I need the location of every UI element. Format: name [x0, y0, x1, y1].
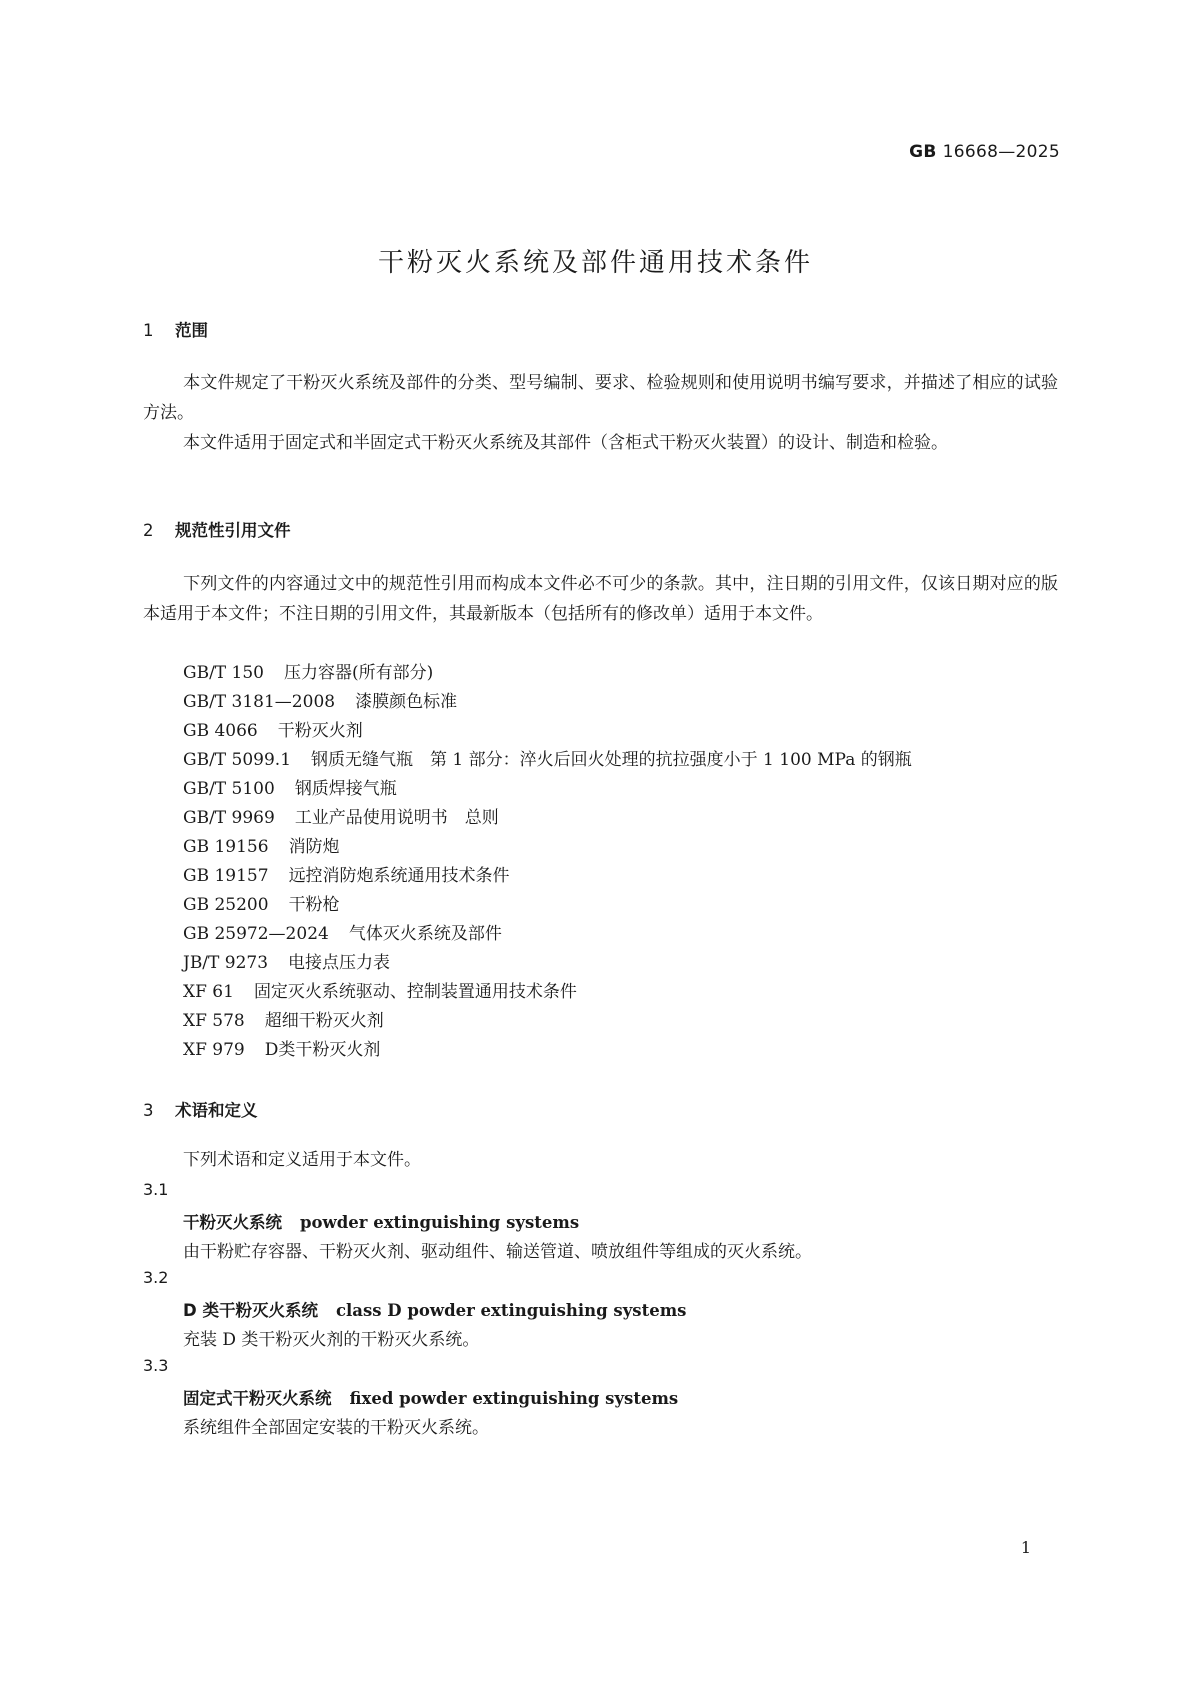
reference-item	[183, 687, 457, 717]
reference-item	[183, 861, 510, 891]
term-name	[183, 1209, 579, 1233]
reference-title: 消防炮	[288, 837, 340, 857]
reference-code: GB/T 3181—2008	[183, 692, 336, 712]
section-2-paragraph	[143, 569, 1058, 629]
term-name-en: fixed powder extinguishing systems	[349, 1389, 679, 1408]
reference-code: XF 979	[183, 1040, 245, 1060]
section-1-paragraph-2	[143, 428, 1058, 458]
reference-item	[183, 977, 577, 1007]
paragraph-text: 本文件规定了干粉灭火系统及部件的分类、型号编制、要求、检验规则和使用说明书编写要求，并描述了相应的试验方法。	[143, 373, 1058, 423]
reference-code: GB 4066	[183, 721, 258, 741]
reference-title: 钢质无缝气瓶 第 1 部分：淬火后回火处理的抗拉强度小于 1 100 MPa 的钢瓶	[311, 750, 912, 770]
term-number: 3.2	[143, 1268, 169, 1287]
term-name-en: powder extinguishing systems	[300, 1213, 580, 1232]
term-number: 3.1	[143, 1180, 169, 1199]
section-2-heading	[143, 517, 291, 541]
standard-prefix: GB	[909, 142, 937, 162]
reference-item	[183, 745, 912, 775]
reference-code: JB/T 9273	[183, 953, 269, 973]
reference-title: 工业产品使用说明书 总则	[294, 808, 499, 828]
section-title: 范围	[175, 321, 208, 340]
page-number: 1	[1020, 1538, 1031, 1557]
reference-code: GB/T 5100	[183, 779, 275, 799]
term-name-zh: D 类干粉灭火系统	[183, 1301, 318, 1320]
reference-item	[183, 716, 363, 746]
section-1-paragraph-1	[143, 368, 1058, 428]
section-number: 2	[143, 521, 154, 540]
section-3-intro: 下列术语和定义适用于本文件。	[183, 1150, 421, 1170]
term-number: 3.3	[143, 1356, 169, 1375]
reference-title: 干粉枪	[288, 895, 340, 915]
section-title: 术语和定义	[175, 1101, 258, 1120]
term-definition: 由干粉贮存容器、干粉灭火剂、驱动组件、输送管道、喷放组件等组成的灭火系统。	[183, 1242, 812, 1262]
section-1-heading	[143, 317, 208, 341]
section-3-heading	[143, 1097, 258, 1121]
section-title: 规范性引用文件	[175, 521, 291, 540]
reference-code: GB 19156	[183, 837, 269, 857]
reference-item	[183, 774, 397, 804]
reference-code: GB 19157	[183, 866, 269, 886]
reference-item	[183, 803, 499, 833]
term-definition: 充装 D 类干粉灭火剂的干粉灭火系统。	[183, 1330, 480, 1350]
reference-title: 压力容器(所有部分)	[284, 663, 434, 683]
reference-code: XF 61	[183, 982, 234, 1002]
reference-title: 电接点压力表	[288, 953, 391, 973]
reference-code: GB/T 150	[183, 663, 264, 683]
reference-item	[183, 658, 433, 688]
reference-code: XF 578	[183, 1011, 245, 1031]
reference-item	[183, 832, 340, 862]
section-number: 3	[143, 1101, 154, 1120]
reference-code: GB 25200	[183, 895, 269, 915]
reference-item	[183, 919, 502, 949]
reference-item	[183, 948, 390, 978]
term-name-zh: 固定式干粉灭火系统	[183, 1389, 332, 1408]
paragraph-text: 本文件适用于固定式和半固定式干粉灭火系统及其部件（含柜式干粉灭火装置）的设计、制造和检验。	[183, 433, 948, 453]
term-definition: 系统组件全部固定安装的干粉灭火系统。	[183, 1418, 489, 1438]
reference-title: 漆膜颜色标准	[355, 692, 458, 712]
reference-code: GB/T 9969	[183, 808, 275, 828]
reference-title: 超细干粉灭火剂	[264, 1011, 384, 1031]
term-name-en: class D powder extinguishing systems	[335, 1301, 687, 1320]
reference-code: GB/T 5099.1	[183, 750, 292, 770]
paragraph-text: 下列文件的内容通过文中的规范性引用而构成本文件必不可少的条款。其中，注日期的引用文件，仅该日期对应的版本适用于本文件；不注日期的引用文件，其最新版本（包括所有的修改单）适用于本文件。	[143, 574, 1058, 624]
reference-title: 固定灭火系统驱动、控制装置通用技术条件	[253, 982, 577, 1002]
term-name	[183, 1297, 686, 1321]
document-title: 干粉灭火系统及部件通用技术条件	[377, 248, 813, 278]
reference-title: 气体灭火系统及部件	[348, 924, 502, 944]
reference-title: D类干粉灭火剂	[264, 1040, 381, 1060]
reference-item	[183, 890, 340, 920]
term-name-zh: 干粉灭火系统	[183, 1213, 282, 1232]
term-name	[183, 1385, 678, 1409]
reference-title: 干粉灭火剂	[277, 721, 363, 741]
reference-item	[183, 1035, 380, 1065]
standard-code	[909, 142, 1060, 162]
reference-code: GB 25972—2024	[183, 924, 329, 944]
reference-item	[183, 1006, 384, 1036]
reference-title: 钢质焊接气瓶	[294, 779, 397, 799]
section-number: 1	[143, 321, 154, 340]
reference-title: 远控消防炮系统通用技术条件	[288, 866, 510, 886]
standard-number: 16668—2025	[942, 142, 1060, 162]
